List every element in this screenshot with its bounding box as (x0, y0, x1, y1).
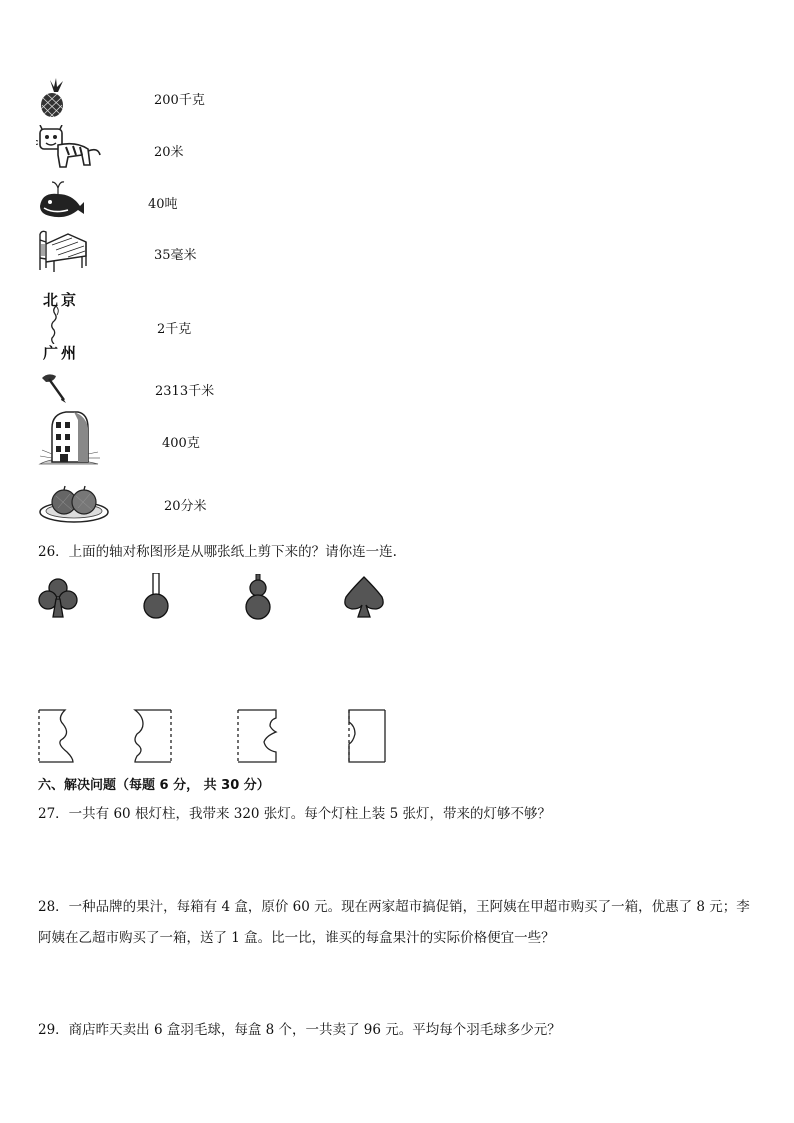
whale-icon (36, 180, 86, 220)
row-3-value: 40吨 (148, 197, 178, 212)
lollipop-shape-icon (142, 573, 170, 619)
nail-icon (40, 370, 68, 404)
apple-plate-icon (38, 484, 110, 524)
question-29: 29．商店昨天卖出 6 盒羽毛球，每盒 8 个，一共卖了 96 元。平均每个羽毛球多少元？ (38, 1022, 561, 1038)
question-26: 26．上面的轴对称图形是从哪张纸上剪下来的？请你连一连. (38, 544, 397, 560)
row-6-value: 2313千米 (155, 384, 215, 399)
question-28-line-2: 阿姨在乙超市购买了一箱，送了 1 盒。比一比，谁买的每盒果汁的实际价格便宜一些？ (38, 930, 555, 946)
folded-paper-1-icon (37, 708, 77, 764)
question-28-line-1: 28．一种品牌的果汁，每箱有 4 盒，原价 60 元。现在两家超市搞促销，王阿姨在甲超市购买了一箱，优惠了 8 元；李 (38, 899, 750, 915)
bed-icon (38, 228, 90, 274)
club-shape-icon (38, 577, 78, 619)
map-top-label: 北京 (43, 291, 80, 309)
building-icon (38, 410, 100, 466)
folded-paper-3-icon (236, 708, 280, 764)
beijing-guangzhou-map-icon (44, 306, 68, 344)
row-7-value: 400克 (162, 436, 200, 451)
row-8-value: 20分米 (164, 499, 207, 514)
folded-paper-4-icon (345, 708, 389, 764)
tiger-icon (36, 125, 102, 169)
row-5-value: 2千克 (157, 322, 192, 337)
folded-paper-2-icon (131, 708, 175, 764)
pineapple-icon (36, 78, 72, 118)
row-4-value: 35毫米 (154, 248, 197, 263)
map-bottom-label: 广州 (43, 344, 80, 362)
row-1-value: 200千克 (154, 93, 205, 108)
section-6-title: 六、解决问题（每题 6 分， 共 30 分） (38, 778, 270, 793)
spade-shape-icon (342, 575, 386, 619)
gourd-shape-icon (243, 574, 273, 620)
row-2-value: 20米 (154, 145, 184, 160)
question-27: 27．一共有 60 根灯柱，我带来 320 张灯。每个灯柱上装 5 张灯，带来的灯够不够？ (38, 806, 551, 822)
